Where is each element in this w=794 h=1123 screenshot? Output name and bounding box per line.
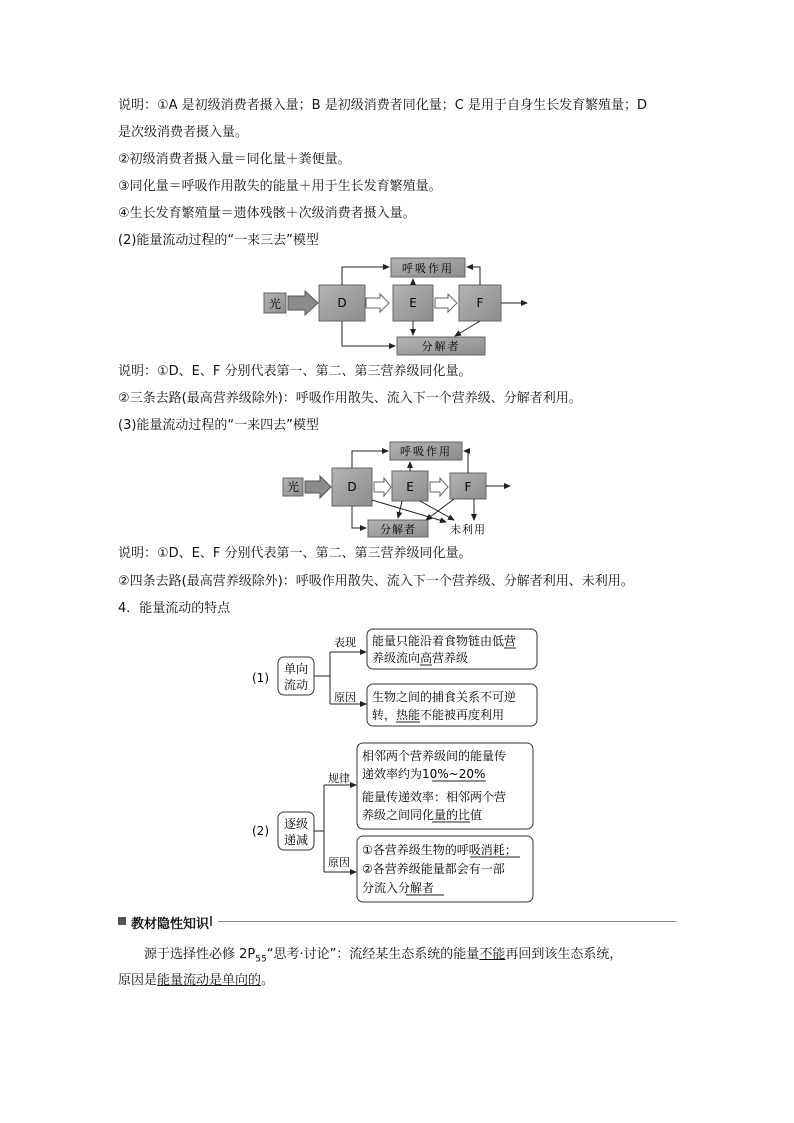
section2-note1: 说明：①D、E、F 分别代表第一、第二、第三营养级同化量。	[118, 364, 472, 379]
arrow-d-e	[374, 478, 391, 496]
part2-num: (2)	[252, 824, 269, 838]
respiration-label: 呼吸作用	[400, 445, 452, 458]
part2-label1: 逐级	[283, 817, 309, 831]
part1-label2: 流动	[283, 678, 309, 692]
one-in-four-out-diagram	[278, 438, 518, 540]
para-text-3: 再回到该生态系统，	[505, 947, 623, 962]
part2-box1-line4: 养级之间同化量的比值	[362, 808, 483, 822]
part1-branch1: 表现	[334, 636, 356, 649]
section3-note2: ②四条去路(最高营养级除外)：呼吸作用散失、流入下一个营养级、分解者利用、未利用。	[118, 574, 634, 589]
section-marker-icon	[118, 917, 126, 925]
arrow-f-respiration	[464, 451, 468, 473]
note-line-5: ④生长发育繁殖量＝遗体残骸＋次级消费者摄入量。	[118, 206, 416, 221]
part2-branch1: 规律	[328, 772, 350, 785]
part1-num: (1)	[252, 671, 269, 685]
part1-branch-lines	[314, 652, 330, 704]
part1-box1-line1: 能量只能沿着食物链由低营	[372, 634, 517, 648]
light-label: 光	[268, 297, 282, 311]
part2-box1-line1: 相邻两个营养级间的能量传	[362, 749, 507, 763]
unused-label: 未利用	[450, 523, 486, 536]
arrow-d-decomposer	[342, 321, 395, 346]
arrow-e-f	[435, 294, 457, 312]
part2-box1-line3: 能量传递效率：相邻两个营	[362, 790, 507, 804]
one-in-three-out-diagram	[255, 255, 545, 357]
arrow-d-respiration	[352, 451, 388, 468]
label-d: D	[337, 296, 347, 310]
part1-box2-line2: 转，热能不能被再度利用	[372, 708, 505, 722]
part2-label2: 递减	[283, 833, 309, 847]
arrow-f-decomposer	[426, 499, 454, 520]
arrow-e-unused	[420, 501, 454, 520]
label-f: F	[464, 480, 472, 494]
note-line-4: ③同化量＝呼吸作用散失的能量＋用于生长发育繁殖量。	[118, 179, 442, 194]
part1-label1: 单向	[283, 662, 309, 676]
part1-diagram	[246, 624, 546, 734]
part2-branch-lines	[314, 785, 324, 872]
part1-box2-line1: 生物之间的捕食关系不可逆	[372, 690, 517, 704]
respiration-label: 呼吸作用	[402, 262, 454, 275]
note-line-3: ②初级消费者摄入量＝同化量＋粪便量。	[118, 152, 351, 167]
hidden-knowledge-title: 教材隐性知识	[131, 917, 210, 932]
part1-branch2: 原因	[334, 691, 356, 704]
divider	[218, 921, 676, 922]
part2-box2-line3: 分流入分解者	[362, 881, 435, 895]
part2-box2-line1: ①各营养级生物的呼吸消耗；	[362, 843, 517, 857]
para-subscript: 55	[255, 954, 267, 965]
part2-diagram	[246, 740, 546, 906]
arrow-e-decomposer	[398, 501, 402, 518]
decomposer-label: 分解者	[380, 523, 416, 536]
decomposer-label: 分解者	[421, 340, 461, 353]
para-text-1: 源于选择性必修 2P	[144, 947, 256, 962]
arrow-d-decomposer	[352, 506, 366, 528]
para-text-5: 。	[261, 973, 275, 988]
hidden-knowledge-paragraph	[118, 943, 676, 972]
note-line-2: 是次级消费者摄入量。	[118, 125, 249, 140]
para-underline-2: 能量流动是单向的	[157, 973, 262, 988]
section3-title: (3)能量流动过程的“一来四去”模型	[118, 418, 319, 433]
section4-title: 4．能量流动的特点	[118, 601, 231, 616]
part2-box2-line2: ②各营养级能量都会有一部	[362, 862, 505, 876]
section2-note2: ②三条去路(最高营养级除外)：呼吸作用散失、流入下一个营养级、分解者利用。	[118, 391, 582, 406]
light-arrow	[288, 291, 318, 315]
arrow-f-respiration	[467, 267, 480, 285]
title-bar-icon	[210, 916, 212, 926]
section3-note1: 说明：①D、E、F 分别代表第一、第二、第三营养级同化量。	[118, 546, 472, 561]
hidden-knowledge-paragraph-2	[118, 969, 676, 993]
light-arrow	[305, 476, 331, 498]
arrow-d-e	[366, 294, 389, 312]
light-label: 光	[286, 480, 300, 494]
note-line-1: 说明：①A 是初级消费者摄入量；B 是初级消费者同化量；C 是用于自身生长发育繁殖量；D	[118, 98, 647, 113]
part2-branch2: 原因	[328, 856, 350, 869]
label-f: F	[476, 296, 484, 310]
label-e: E	[409, 296, 417, 310]
arrow-f-decomposer	[455, 321, 480, 336]
arrow-d-unused	[372, 500, 446, 522]
part1-box1-line2: 养级流向高营养级	[372, 651, 469, 665]
label-d: D	[347, 480, 357, 494]
arrow-e-f	[430, 478, 448, 496]
label-e: E	[406, 480, 414, 494]
para-text-4: 原因是	[118, 973, 158, 988]
para-underline-1: 不能	[479, 947, 506, 962]
para-text-2: “思考·讨论”：流经某生态系统的能量	[266, 947, 480, 962]
arrow-d-respiration	[342, 267, 389, 285]
section2-title: (2)能量流动过程的“一来三去”模型	[118, 233, 319, 248]
part2-box1-line2: 递效率约为10%~20%	[362, 767, 486, 781]
